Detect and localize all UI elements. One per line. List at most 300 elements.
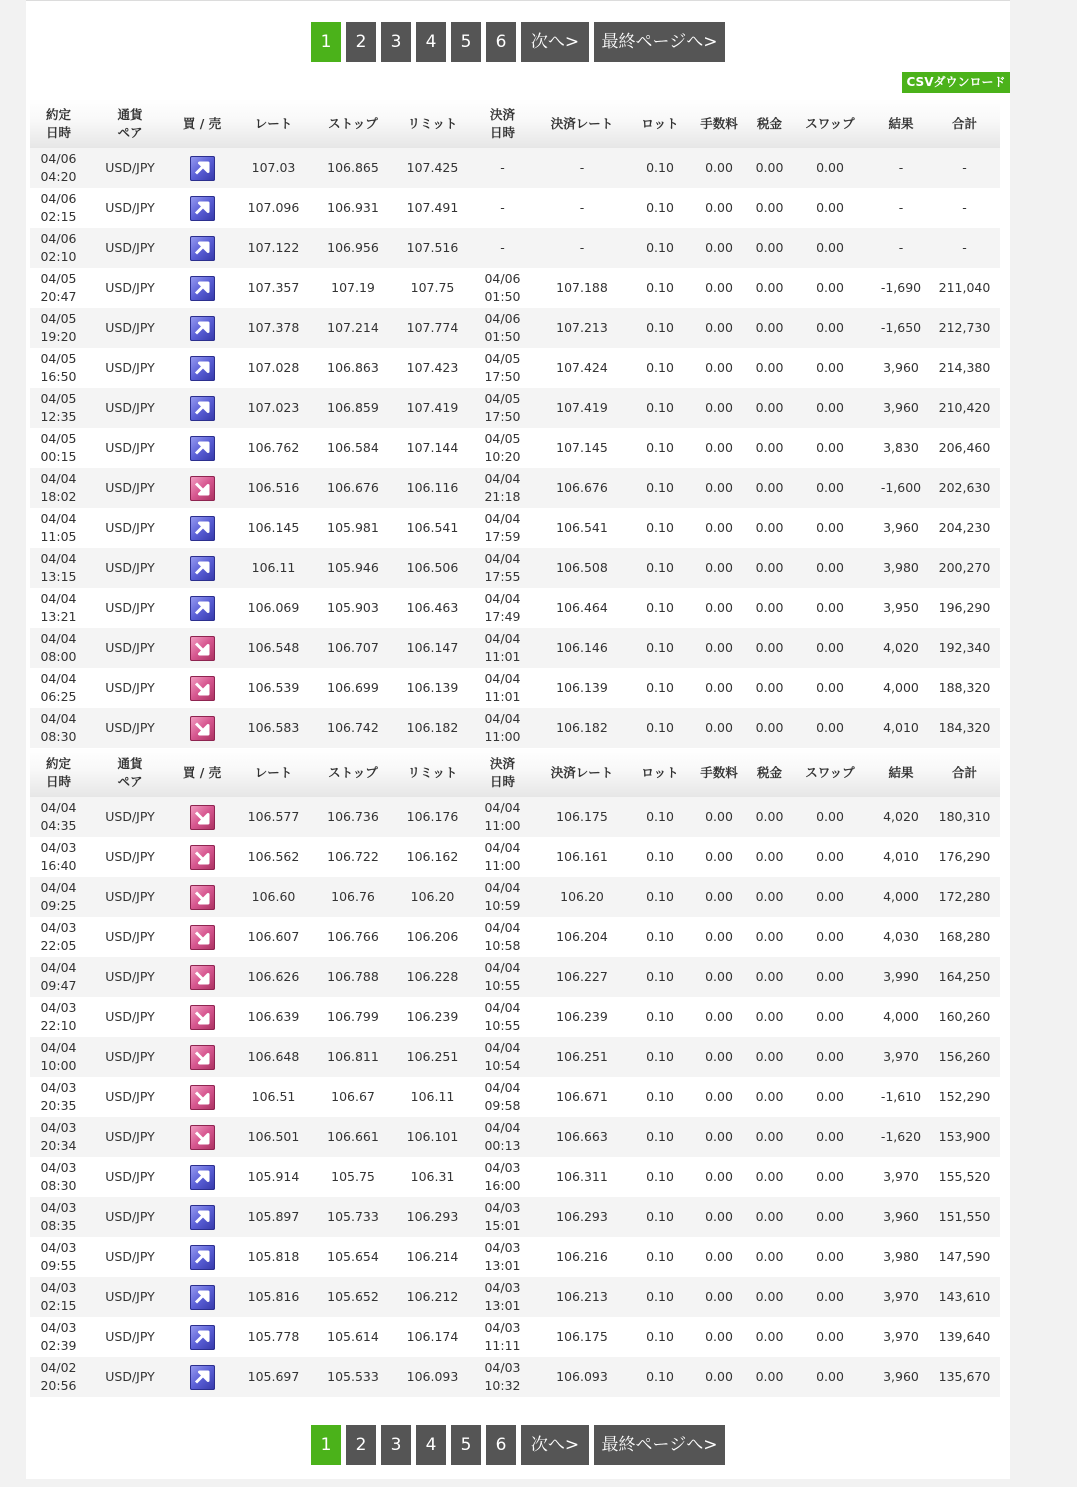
cell-close-rate: 107.145 <box>530 428 634 468</box>
cell-result: 4,010 <box>873 837 929 877</box>
cell-limit: 107.144 <box>390 428 475 468</box>
header-open-time: 約定 日時 <box>30 99 87 148</box>
page-5-button[interactable]: 5 <box>451 22 481 62</box>
cell-stop: 105.533 <box>316 1357 390 1397</box>
cell-close-rate: - <box>530 148 634 188</box>
cell-close-time: 04/03 13:01 <box>475 1237 530 1277</box>
cell-tax: 0.00 <box>752 308 787 348</box>
cell-swap: 0.00 <box>787 268 873 308</box>
cell-rate: 105.818 <box>231 1237 316 1277</box>
cell-result: 3,960 <box>873 388 929 428</box>
cell-side <box>173 468 231 508</box>
cell-open-time: 04/03 16:40 <box>30 837 87 877</box>
cell-lot: 0.10 <box>634 188 686 228</box>
cell-side <box>173 1117 231 1157</box>
page-1-button[interactable]: 1 <box>311 22 341 62</box>
cell-currency-pair: USD/JPY <box>87 548 173 588</box>
table-row <box>30 348 1000 388</box>
cell-rate: 106.501 <box>231 1117 316 1157</box>
cell-rate: 106.562 <box>231 837 316 877</box>
cell-result: -1,610 <box>873 1077 929 1117</box>
cell-close-time: 04/03 10:32 <box>475 1357 530 1397</box>
cell-result: -1,620 <box>873 1117 929 1157</box>
cell-stop: 105.652 <box>316 1277 390 1317</box>
cell-result: 3,970 <box>873 1277 929 1317</box>
table-row <box>30 148 1000 188</box>
table-row <box>30 1037 1000 1077</box>
cell-open-time: 04/05 00:15 <box>30 428 87 468</box>
table-row <box>30 1357 1000 1397</box>
cell-tax: 0.00 <box>752 268 787 308</box>
arrow-up-right-icon <box>190 156 215 181</box>
arrow-up-right-icon <box>190 1165 215 1190</box>
cell-open-time: 04/04 08:00 <box>30 628 87 668</box>
cell-commission: 0.00 <box>686 668 752 708</box>
cell-stop: 106.661 <box>316 1117 390 1157</box>
next-page-button[interactable]: 次へ> <box>521 22 589 62</box>
cell-close-time: 04/04 11:01 <box>475 668 530 708</box>
cell-tax: 0.00 <box>752 188 787 228</box>
cell-currency-pair: USD/JPY <box>87 188 173 228</box>
cell-rate: 106.11 <box>231 548 316 588</box>
pagination-bottom <box>26 1424 1010 1465</box>
page-6-button[interactable]: 6 <box>486 22 516 62</box>
cell-commission: 0.00 <box>686 1117 752 1157</box>
cell-total: 172,280 <box>929 877 1000 917</box>
cell-close-time: 04/04 11:00 <box>475 797 530 837</box>
table-row <box>30 228 1000 268</box>
header-rate: レート <box>231 99 316 148</box>
cell-limit: 106.251 <box>390 1037 475 1077</box>
next-page-button[interactable]: 次へ> <box>521 1425 589 1465</box>
cell-result: - <box>873 148 929 188</box>
cell-currency-pair: USD/JPY <box>87 1197 173 1237</box>
arrow-up-right-icon <box>190 516 215 541</box>
cell-rate: 106.60 <box>231 877 316 917</box>
cell-open-time: 04/06 04:20 <box>30 148 87 188</box>
cell-tax: 0.00 <box>752 228 787 268</box>
header-limit: リミット <box>390 748 475 797</box>
cell-result: -1,600 <box>873 468 929 508</box>
arrow-down-right-icon <box>190 805 215 830</box>
table-row <box>30 548 1000 588</box>
cell-rate: 107.357 <box>231 268 316 308</box>
cell-result: 3,830 <box>873 428 929 468</box>
cell-result: - <box>873 228 929 268</box>
cell-rate: 106.762 <box>231 428 316 468</box>
cell-open-time: 04/04 10:00 <box>30 1037 87 1077</box>
cell-tax: 0.00 <box>752 1077 787 1117</box>
cell-total: 135,670 <box>929 1357 1000 1397</box>
table-header-row <box>30 99 1000 148</box>
table-row <box>30 917 1000 957</box>
arrow-down-right-icon <box>190 1125 215 1150</box>
cell-rate: 106.539 <box>231 668 316 708</box>
cell-swap: 0.00 <box>787 548 873 588</box>
cell-limit: 107.491 <box>390 188 475 228</box>
arrow-up-right-icon <box>190 196 215 221</box>
cell-close-rate: 106.216 <box>530 1237 634 1277</box>
trades-table-1 <box>30 99 1000 748</box>
cell-side <box>173 917 231 957</box>
arrow-up-right-icon <box>190 1245 215 1270</box>
cell-open-time: 04/02 20:56 <box>30 1357 87 1397</box>
table-row <box>30 188 1000 228</box>
cell-side <box>173 1277 231 1317</box>
cell-limit: 106.176 <box>390 797 475 837</box>
cell-rate: 106.607 <box>231 917 316 957</box>
cell-stop: 106.707 <box>316 628 390 668</box>
cell-total: 164,250 <box>929 957 1000 997</box>
cell-commission: 0.00 <box>686 588 752 628</box>
header-close-time: 決済 日時 <box>475 99 530 148</box>
cell-close-rate: 106.251 <box>530 1037 634 1077</box>
pagination-top <box>26 21 1010 62</box>
cell-commission: 0.00 <box>686 1317 752 1357</box>
cell-limit: 106.206 <box>390 917 475 957</box>
cell-close-rate: 106.293 <box>530 1197 634 1237</box>
cell-stop: 105.733 <box>316 1197 390 1237</box>
cell-result: -1,690 <box>873 268 929 308</box>
cell-commission: 0.00 <box>686 917 752 957</box>
cell-side <box>173 628 231 668</box>
cell-close-rate: 106.676 <box>530 468 634 508</box>
cell-currency-pair: USD/JPY <box>87 1117 173 1157</box>
cell-total: 188,320 <box>929 668 1000 708</box>
cell-tax: 0.00 <box>752 1317 787 1357</box>
cell-stop: 105.946 <box>316 548 390 588</box>
header-swap: スワップ <box>787 748 873 797</box>
page-2-button[interactable]: 2 <box>346 22 376 62</box>
cell-open-time: 04/05 16:50 <box>30 348 87 388</box>
cell-close-rate: 106.182 <box>530 708 634 748</box>
cell-open-time: 04/03 20:35 <box>30 1077 87 1117</box>
page-1-button[interactable]: 1 <box>311 1425 341 1465</box>
cell-lot: 0.10 <box>634 468 686 508</box>
cell-lot: 0.10 <box>634 1357 686 1397</box>
cell-close-rate: 106.227 <box>530 957 634 997</box>
cell-swap: 0.00 <box>787 997 873 1037</box>
cell-lot: 0.10 <box>634 957 686 997</box>
cell-lot: 0.10 <box>634 508 686 548</box>
cell-swap: 0.00 <box>787 957 873 997</box>
page-4-button[interactable]: 4 <box>416 1425 446 1465</box>
cell-total: 176,290 <box>929 837 1000 877</box>
cell-open-time: 04/03 08:30 <box>30 1157 87 1197</box>
page-3-button[interactable]: 3 <box>381 1425 411 1465</box>
cell-total: 184,320 <box>929 708 1000 748</box>
cell-result: 3,960 <box>873 1357 929 1397</box>
cell-lot: 0.10 <box>634 148 686 188</box>
cell-currency-pair: USD/JPY <box>87 268 173 308</box>
cell-currency-pair: USD/JPY <box>87 628 173 668</box>
header-close-rate: 決済レート <box>530 748 634 797</box>
cell-side <box>173 1317 231 1357</box>
cell-close-rate: 106.139 <box>530 668 634 708</box>
last-page-button[interactable]: 最終ページへ> <box>594 22 725 62</box>
table-row <box>30 1157 1000 1197</box>
cell-rate: 106.069 <box>231 588 316 628</box>
cell-tax: 0.00 <box>752 1117 787 1157</box>
header-side: 買 / 売 <box>173 748 231 797</box>
cell-open-time: 04/05 12:35 <box>30 388 87 428</box>
cell-stop: 106.584 <box>316 428 390 468</box>
cell-rate: 107.122 <box>231 228 316 268</box>
table-row <box>30 508 1000 548</box>
table-row <box>30 308 1000 348</box>
cell-currency-pair: USD/JPY <box>87 1077 173 1117</box>
cell-limit: 106.541 <box>390 508 475 548</box>
cell-side <box>173 268 231 308</box>
cell-total: 202,630 <box>929 468 1000 508</box>
header-swap: スワップ <box>787 99 873 148</box>
cell-tax: 0.00 <box>752 957 787 997</box>
cell-lot: 0.10 <box>634 1077 686 1117</box>
cell-close-rate: - <box>530 228 634 268</box>
cell-commission: 0.00 <box>686 1357 752 1397</box>
table-row <box>30 1077 1000 1117</box>
cell-limit: 106.293 <box>390 1197 475 1237</box>
cell-open-time: 04/04 18:02 <box>30 468 87 508</box>
cell-lot: 0.10 <box>634 997 686 1037</box>
cell-swap: 0.00 <box>787 708 873 748</box>
arrow-down-right-icon <box>190 925 215 950</box>
page-6-button[interactable]: 6 <box>486 1425 516 1465</box>
cell-currency-pair: USD/JPY <box>87 1277 173 1317</box>
cell-swap: 0.00 <box>787 148 873 188</box>
cell-result: 4,020 <box>873 797 929 837</box>
cell-close-rate: 106.175 <box>530 1317 634 1357</box>
cell-tax: 0.00 <box>752 1037 787 1077</box>
cell-swap: 0.00 <box>787 508 873 548</box>
cell-close-time: 04/04 10:55 <box>475 957 530 997</box>
cell-result: 3,960 <box>873 508 929 548</box>
cell-tax: 0.00 <box>752 428 787 468</box>
cell-rate: 106.516 <box>231 468 316 508</box>
cell-limit: 106.214 <box>390 1237 475 1277</box>
cell-lot: 0.10 <box>634 308 686 348</box>
cell-close-time: 04/03 11:11 <box>475 1317 530 1357</box>
cell-open-time: 04/03 08:35 <box>30 1197 87 1237</box>
cell-open-time: 04/04 11:05 <box>30 508 87 548</box>
cell-limit: 107.419 <box>390 388 475 428</box>
page-5-button[interactable]: 5 <box>451 1425 481 1465</box>
cell-open-time: 04/04 09:25 <box>30 877 87 917</box>
cell-close-time: 04/06 01:50 <box>475 308 530 348</box>
header-result: 結果 <box>873 99 929 148</box>
trades-table-2 <box>30 748 1000 1397</box>
cell-open-time: 04/03 22:10 <box>30 997 87 1037</box>
cell-close-time: - <box>475 188 530 228</box>
cell-currency-pair: USD/JPY <box>87 1037 173 1077</box>
cell-close-time: 04/04 10:59 <box>475 877 530 917</box>
cell-close-time: 04/03 13:01 <box>475 1277 530 1317</box>
cell-limit: 107.516 <box>390 228 475 268</box>
cell-tax: 0.00 <box>752 1277 787 1317</box>
cell-close-time: 04/04 11:01 <box>475 628 530 668</box>
cell-lot: 0.10 <box>634 1157 686 1197</box>
cell-open-time: 04/03 20:34 <box>30 1117 87 1157</box>
cell-close-time: 04/03 15:01 <box>475 1197 530 1237</box>
cell-tax: 0.00 <box>752 1237 787 1277</box>
arrow-up-right-icon <box>190 1365 215 1390</box>
cell-tax: 0.00 <box>752 588 787 628</box>
cell-lot: 0.10 <box>634 628 686 668</box>
cell-result: 3,980 <box>873 548 929 588</box>
cell-total: 200,270 <box>929 548 1000 588</box>
cell-currency-pair: USD/JPY <box>87 588 173 628</box>
cell-commission: 0.00 <box>686 1237 752 1277</box>
cell-lot: 0.10 <box>634 348 686 388</box>
cell-commission: 0.00 <box>686 468 752 508</box>
cell-open-time: 04/04 08:30 <box>30 708 87 748</box>
cell-stop: 106.859 <box>316 388 390 428</box>
cell-lot: 0.10 <box>634 668 686 708</box>
cell-swap: 0.00 <box>787 428 873 468</box>
cell-total: - <box>929 188 1000 228</box>
cell-open-time: 04/05 20:47 <box>30 268 87 308</box>
header-close-rate: 決済レート <box>530 99 634 148</box>
cell-currency-pair: USD/JPY <box>87 348 173 388</box>
cell-open-time: 04/03 09:55 <box>30 1237 87 1277</box>
cell-limit: 107.423 <box>390 348 475 388</box>
page-2-button[interactable]: 2 <box>346 1425 376 1465</box>
table-row <box>30 837 1000 877</box>
cell-swap: 0.00 <box>787 837 873 877</box>
cell-stop: 106.722 <box>316 837 390 877</box>
cell-result: 3,970 <box>873 1317 929 1357</box>
header-lot: ロット <box>634 748 686 797</box>
cell-total: 214,380 <box>929 348 1000 388</box>
cell-total: 152,290 <box>929 1077 1000 1117</box>
cell-swap: 0.00 <box>787 1277 873 1317</box>
cell-limit: 106.174 <box>390 1317 475 1357</box>
cell-swap: 0.00 <box>787 797 873 837</box>
arrow-up-right-icon <box>190 396 215 421</box>
cell-currency-pair: USD/JPY <box>87 837 173 877</box>
cell-open-time: 04/04 13:21 <box>30 588 87 628</box>
cell-currency-pair: USD/JPY <box>87 997 173 1037</box>
cell-side <box>173 1237 231 1277</box>
cell-commission: 0.00 <box>686 877 752 917</box>
table-row <box>30 1237 1000 1277</box>
cell-stop: 106.788 <box>316 957 390 997</box>
cell-lot: 0.10 <box>634 1237 686 1277</box>
cell-tax: 0.00 <box>752 148 787 188</box>
cell-result: 3,950 <box>873 588 929 628</box>
cell-rate: 105.816 <box>231 1277 316 1317</box>
cell-side <box>173 1077 231 1117</box>
table-row <box>30 877 1000 917</box>
cell-currency-pair: USD/JPY <box>87 428 173 468</box>
header-limit: リミット <box>390 99 475 148</box>
table-row <box>30 957 1000 997</box>
cell-lot: 0.10 <box>634 1277 686 1317</box>
cell-stop: 105.981 <box>316 508 390 548</box>
cell-rate: 106.626 <box>231 957 316 997</box>
cell-commission: 0.00 <box>686 1277 752 1317</box>
cell-currency-pair: USD/JPY <box>87 388 173 428</box>
page-3-button[interactable]: 3 <box>381 22 411 62</box>
cell-lot: 0.10 <box>634 708 686 748</box>
arrow-down-right-icon <box>190 845 215 870</box>
cell-tax: 0.00 <box>752 708 787 748</box>
cell-total: 147,590 <box>929 1237 1000 1277</box>
cell-rate: 107.096 <box>231 188 316 228</box>
cell-close-rate: 106.204 <box>530 917 634 957</box>
cell-limit: 106.162 <box>390 837 475 877</box>
cell-limit: 106.147 <box>390 628 475 668</box>
page-4-button[interactable]: 4 <box>416 22 446 62</box>
cell-result: - <box>873 188 929 228</box>
cell-lot: 0.10 <box>634 837 686 877</box>
cell-tax: 0.00 <box>752 508 787 548</box>
cell-rate: 105.778 <box>231 1317 316 1357</box>
trade-history-panel <box>26 0 1010 1479</box>
cell-close-time: 04/05 10:20 <box>475 428 530 468</box>
cell-stop: 106.76 <box>316 877 390 917</box>
header-rate: レート <box>231 748 316 797</box>
cell-side <box>173 957 231 997</box>
cell-currency-pair: USD/JPY <box>87 1237 173 1277</box>
header-lot: ロット <box>634 99 686 148</box>
cell-result: 4,010 <box>873 708 929 748</box>
cell-limit: 106.212 <box>390 1277 475 1317</box>
cell-total: 211,040 <box>929 268 1000 308</box>
cell-lot: 0.10 <box>634 388 686 428</box>
cell-tax: 0.00 <box>752 1157 787 1197</box>
cell-close-rate: 106.213 <box>530 1277 634 1317</box>
cell-lot: 0.10 <box>634 797 686 837</box>
cell-rate: 105.914 <box>231 1157 316 1197</box>
cell-swap: 0.00 <box>787 1037 873 1077</box>
cell-commission: 0.00 <box>686 308 752 348</box>
cell-currency-pair: USD/JPY <box>87 797 173 837</box>
header-stop: ストップ <box>316 99 390 148</box>
cell-rate: 106.648 <box>231 1037 316 1077</box>
cell-commission: 0.00 <box>686 268 752 308</box>
cell-stop: 106.931 <box>316 188 390 228</box>
cell-close-time: 04/04 09:58 <box>475 1077 530 1117</box>
cell-lot: 0.10 <box>634 548 686 588</box>
cell-close-rate: 106.20 <box>530 877 634 917</box>
cell-swap: 0.00 <box>787 628 873 668</box>
cell-stop: 107.19 <box>316 268 390 308</box>
cell-close-rate: 106.311 <box>530 1157 634 1197</box>
cell-swap: 0.00 <box>787 1117 873 1157</box>
header-close-time: 決済 日時 <box>475 748 530 797</box>
cell-commission: 0.00 <box>686 1077 752 1117</box>
cell-close-rate: 107.419 <box>530 388 634 428</box>
cell-side <box>173 997 231 1037</box>
arrow-up-right-icon <box>190 1285 215 1310</box>
cell-lot: 0.10 <box>634 1197 686 1237</box>
table-row <box>30 428 1000 468</box>
last-page-button[interactable]: 最終ページへ> <box>594 1425 725 1465</box>
cell-commission: 0.00 <box>686 1037 752 1077</box>
cell-close-rate: 106.146 <box>530 628 634 668</box>
cell-swap: 0.00 <box>787 348 873 388</box>
cell-currency-pair: USD/JPY <box>87 668 173 708</box>
cell-side <box>173 148 231 188</box>
cell-limit: 106.182 <box>390 708 475 748</box>
cell-close-time: 04/04 17:55 <box>475 548 530 588</box>
cell-currency-pair: USD/JPY <box>87 468 173 508</box>
cell-lot: 0.10 <box>634 428 686 468</box>
cell-open-time: 04/03 02:15 <box>30 1277 87 1317</box>
csv-download-button[interactable]: CSVダウンロード <box>902 72 1010 93</box>
cell-rate: 106.51 <box>231 1077 316 1117</box>
